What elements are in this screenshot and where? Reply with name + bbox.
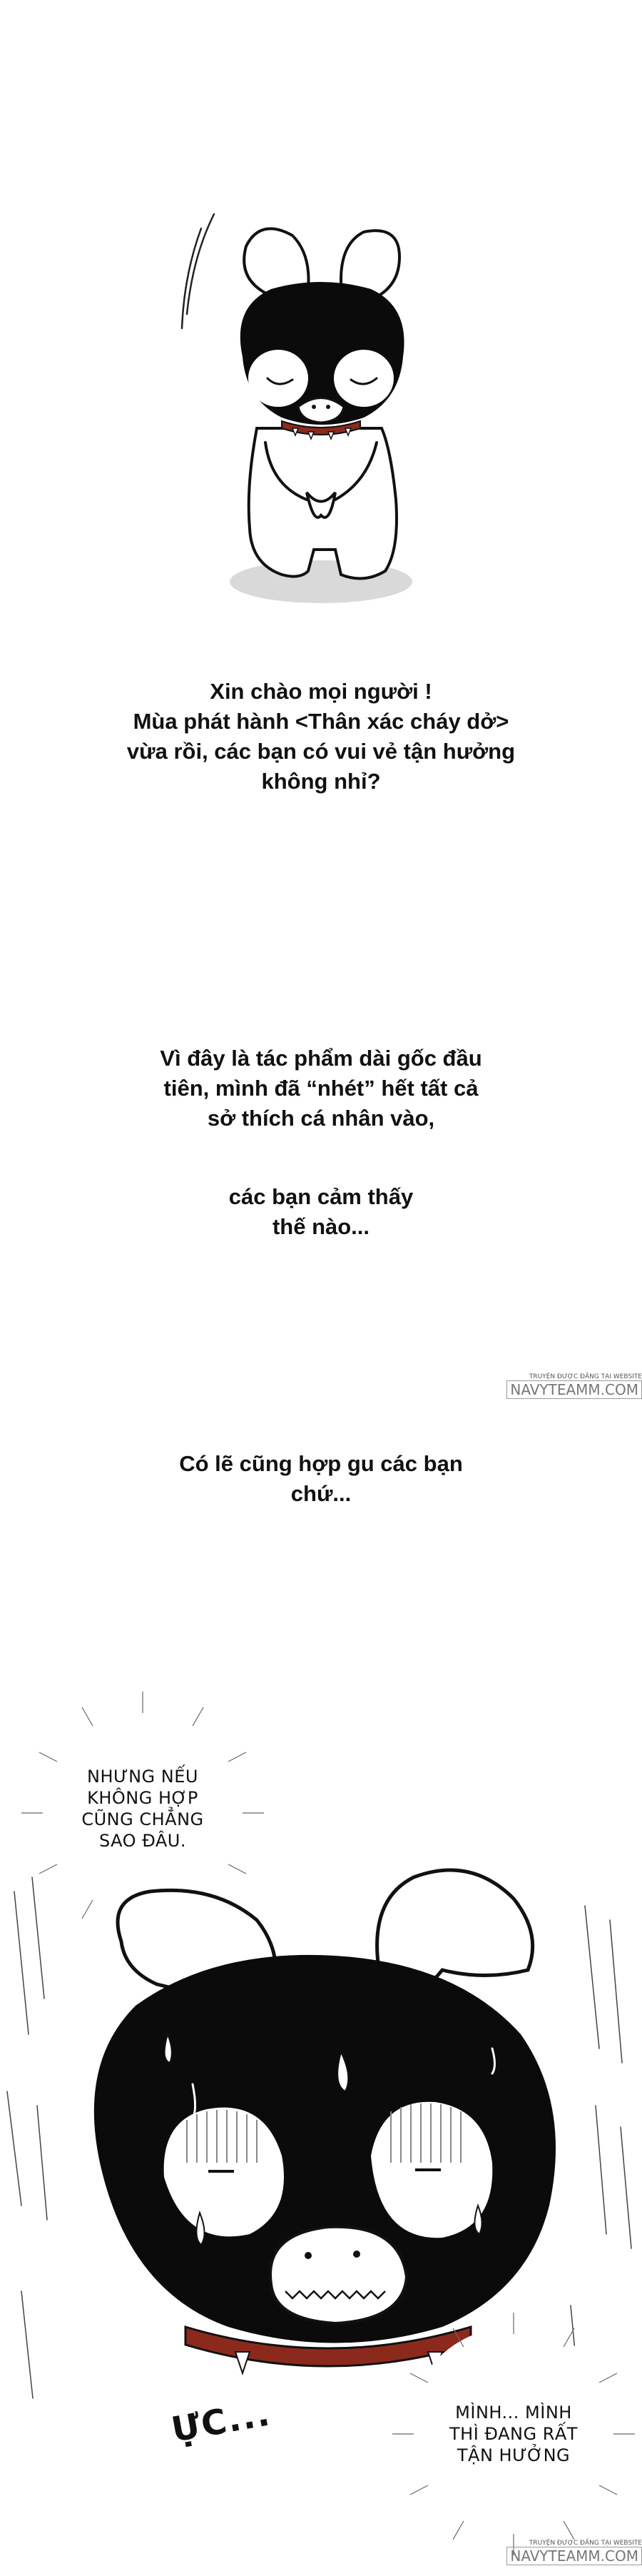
mask-eye-right: [334, 350, 394, 407]
speech-bubble-left-text: [50, 1766, 235, 1852]
bubble-right-line-3: TẬN HƯỞNG: [457, 2445, 571, 2465]
bubble-left-line-2: KHÔNG HỢP: [87, 1788, 198, 1808]
mask-snout: [298, 398, 344, 423]
caption-greeting-line-3: vừa rồi, các bạn có vui vẻ tận hưởng: [126, 739, 516, 764]
bubble-right-line-1: MÌNH... MÌNH: [455, 2403, 572, 2423]
caption-first-work-line-1: Vì đây là tác phẩm dài gốc đầu: [160, 1046, 482, 1071]
bubble-left-line-1: NHƯNG NẾU: [87, 1767, 198, 1787]
caption-taste-line-1: Có lẽ cũng hợp gu các bạn: [179, 1451, 463, 1476]
watermark-top-small: TRUYỆN ĐƯỢC ĐĂNG TẠI WEBSITE: [529, 1373, 642, 1380]
caption-feel-line-2: thế nào...: [272, 1214, 370, 1239]
bunny-character-illustration: [0, 0, 642, 642]
caption-taste-line-2: chứ...: [290, 1481, 352, 1506]
caption-taste: [0, 1449, 642, 1509]
watermark-bottom: [485, 2540, 642, 2565]
mask-snout-large: [270, 2227, 407, 2323]
caption-first-work-line-2: tiên, mình đã “nhét” hết tất cả: [163, 1076, 479, 1101]
caption-first-work: [0, 1044, 642, 1133]
watermark-top-brand: NAVYTEAMM.COM: [506, 1380, 642, 1399]
caption-greeting-line-1: Xin chào mọi người !: [210, 679, 432, 704]
caption-greeting-line-4: không nhỉ?: [261, 769, 381, 794]
motion-lines: [182, 214, 214, 328]
watermark-bottom-small: TRUYỆN ĐƯỢC ĐĂNG TẠI WEBSITE: [529, 2540, 642, 2547]
watermark-top: [485, 1373, 642, 1399]
caption-feel-line-1: các bạn cảm thấy: [228, 1184, 414, 1209]
caption-greeting-line-2: Mùa phát hành <Thân xác cháy dở>: [133, 709, 509, 734]
caption-greeting: [0, 677, 642, 797]
bubble-right-line-2: THÌ ĐANG RẤT: [449, 2424, 578, 2444]
speech-bubble-right-text: [421, 2402, 606, 2466]
sound-effect-gulp: ỰC...: [168, 2393, 274, 2450]
mask-eye-left: [248, 350, 308, 407]
bubble-left-line-4: SAO ĐÂU.: [99, 1831, 186, 1851]
watermark-bottom-brand: NAVYTEAMM.COM: [506, 2547, 642, 2565]
caption-feel: [0, 1182, 642, 1242]
caption-first-work-line-3: sở thích cá nhân vào,: [207, 1106, 435, 1131]
bubble-left-line-3: CŨNG CHẲNG: [81, 1809, 204, 1829]
